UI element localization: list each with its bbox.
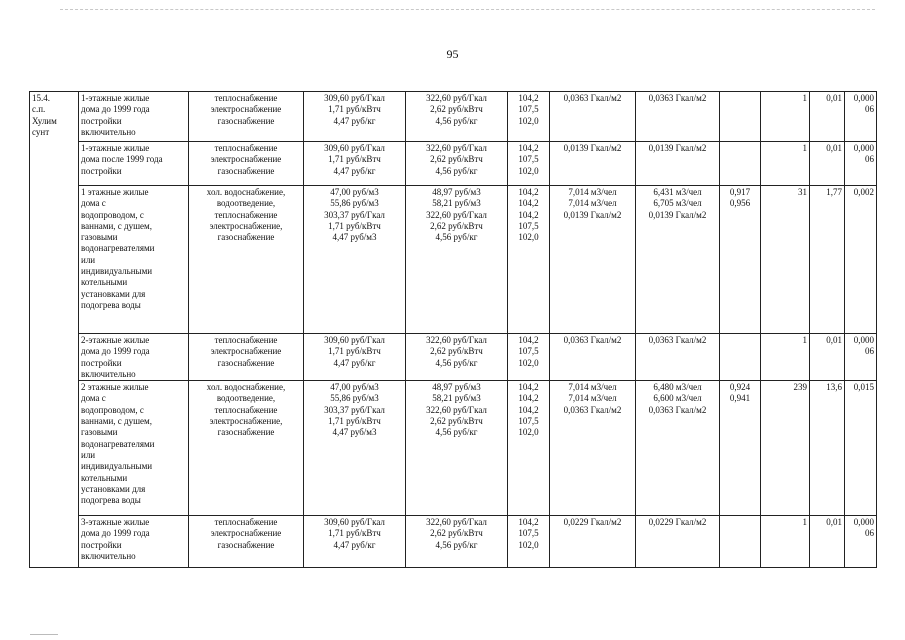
cell-tariffs-a (304, 92, 406, 142)
building-description: 2-этажные жилые дома до 1999 года постройки включительно (79, 334, 189, 381)
cell-norm-b (636, 92, 720, 142)
tariffs-a-line: 4,47 руб/кг (333, 165, 376, 176)
cell-last: 0,000 06 (845, 516, 877, 568)
cell-services (189, 334, 304, 381)
tariffs-b-line: 58,21 руб/м3 (432, 393, 481, 404)
cell-services (189, 186, 304, 334)
building-description: 1-этажные жилые дома после 1999 года постройки (79, 142, 189, 186)
services-line: теплоснабжение (214, 517, 278, 528)
table-row (30, 92, 877, 142)
cell-norm-b (636, 334, 720, 381)
tariffs-a-line: 309,60 руб/Гкал (324, 143, 385, 153)
norm-a-line: 0,0139 Гкал/м2 (563, 143, 622, 153)
index-line: 102,0 (518, 357, 539, 368)
norm-b-line: 0,0363 Гкал/м2 (648, 93, 707, 103)
tariffs-a-line: 4,47 руб/кг (333, 539, 376, 550)
cell-norm-a (550, 142, 636, 186)
building-description: 2 этажные жилые дома с водопроводом, с ваннами, с душем, газовыми водонагревателями или индивидуальными котельными установками для подогрева воды (79, 381, 189, 516)
services-line: газоснабжение (217, 165, 275, 176)
tariff-table (29, 91, 877, 568)
norm-a-line: 0,0229 Гкал/м2 (563, 517, 622, 528)
building-description: 1-этажные жилые дома до 1999 года постройки включительно (79, 92, 189, 142)
cell-coef (720, 92, 761, 142)
services-line: электроснабжение (210, 154, 282, 165)
tariffs-a-line: 4,47 руб/кг (333, 357, 376, 368)
cell-index (508, 142, 550, 186)
tariffs-b-line: 322,60 руб/Гкал (426, 517, 487, 528)
tariffs-b-line: 4,56 руб/кг (435, 539, 478, 550)
coef-line: 0,924 (729, 382, 751, 393)
coef-line: 0,917 (729, 187, 751, 197)
services-line: теплоснабжение (214, 93, 278, 103)
services-line: электроснабжение, (209, 416, 283, 427)
services-line: теплоснабжение (214, 404, 278, 415)
norm-a-line: 0,0363 Гкал/м2 (563, 93, 622, 103)
index-line: 102,0 (518, 427, 539, 438)
index-line: 107,5 (518, 104, 539, 115)
cell-last: 0,000 06 (845, 334, 877, 381)
index-line: 102,0 (518, 539, 539, 550)
cell-count: 1 (761, 516, 810, 568)
index-line: 102,0 (518, 115, 539, 126)
tariffs-a-line: 303,37 руб/Гкал (324, 404, 385, 415)
cell-last: 0,015 (845, 381, 877, 516)
services-line: хол. водоснабжение, (206, 187, 286, 197)
tariffs-b-line: 58,21 руб/м3 (432, 198, 481, 209)
cell-tariffs-b (406, 186, 508, 334)
tariffs-b-line: 322,60 руб/Гкал (426, 143, 487, 153)
table-row (30, 142, 877, 186)
tariffs-a-line: 1,71 руб/кВтч (328, 416, 381, 427)
cell-services (189, 381, 304, 516)
tariffs-b-line: 322,60 руб/Гкал (426, 93, 487, 103)
cell-val: 13,6 (810, 381, 845, 516)
norm-b-line: 6,431 м3/чел (653, 187, 702, 197)
tariffs-b-line: 2,62 руб/кВтч (430, 346, 483, 357)
tariffs-a-line: 309,60 руб/Гкал (324, 335, 385, 345)
tariffs-a-line: 4,47 руб/м3 (332, 232, 377, 243)
tariffs-a-line: 1,71 руб/кВтч (328, 220, 381, 231)
tariffs-b-line: 48,97 руб/м3 (432, 382, 481, 393)
index-line: 104,2 (518, 209, 539, 220)
tariffs-a-line: 309,60 руб/Гкал (324, 517, 385, 528)
norm-a-line: 7,014 м3/чел (568, 393, 617, 404)
cell-val: 0,01 (810, 92, 845, 142)
cell-norm-b (636, 516, 720, 568)
norm-b-line: 6,705 м3/чел (653, 198, 702, 209)
norm-b-line: 6,480 м3/чел (653, 382, 702, 393)
cell-count: 1 (761, 92, 810, 142)
index-line: 104,2 (518, 393, 539, 404)
cell-index (508, 516, 550, 568)
cell-tariffs-b (406, 92, 508, 142)
cell-coef (720, 334, 761, 381)
norm-a-line: 0,0363 Гкал/м2 (563, 335, 622, 345)
cell-index (508, 381, 550, 516)
norm-b-line: 0,0363 Гкал/м2 (648, 335, 707, 345)
cell-tariffs-a (304, 516, 406, 568)
tariffs-a-line: 1,71 руб/кВтч (328, 528, 381, 539)
norm-b-line: 6,600 м3/чел (653, 393, 702, 404)
tariffs-b-line: 4,56 руб/кг (435, 165, 478, 176)
index-line: 107,5 (518, 416, 539, 427)
index-line: 104,2 (518, 143, 539, 153)
index-line: 102,0 (518, 165, 539, 176)
scan-top-edge (60, 9, 875, 10)
tariffs-b-line: 4,56 руб/кг (435, 115, 478, 126)
cell-tariffs-a (304, 381, 406, 516)
cell-tariffs-a (304, 186, 406, 334)
group-cell (30, 92, 79, 568)
cell-norm-a (550, 381, 636, 516)
index-line: 104,2 (518, 404, 539, 415)
tariffs-b-line: 4,56 руб/кг (435, 427, 478, 438)
services-line: теплоснабжение (214, 209, 278, 220)
group-id: 15.4. (32, 93, 50, 103)
group-place: с.п. Хулим сунт (32, 104, 57, 137)
services-line: электроснабжение, (209, 220, 283, 231)
services-line: газоснабжение (217, 232, 275, 243)
tariffs-b-line: 4,56 руб/кг (435, 357, 478, 368)
norm-a-line: 7,014 м3/чел (568, 198, 617, 209)
cell-index (508, 186, 550, 334)
services-line: теплоснабжение (214, 335, 278, 345)
table-row (30, 381, 877, 516)
cell-coef (720, 516, 761, 568)
index-line: 107,5 (518, 346, 539, 357)
tariffs-a-line: 1,71 руб/кВтч (328, 346, 381, 357)
coef-line: 0,956 (729, 198, 751, 209)
tariffs-b-line: 2,62 руб/кВтч (430, 104, 483, 115)
cell-norm-a (550, 92, 636, 142)
norm-a-line: 0,0363 Гкал/м2 (563, 404, 622, 415)
norm-a-line: 0,0139 Гкал/м2 (563, 209, 622, 220)
tariffs-b-line: 322,60 руб/Гкал (426, 404, 487, 415)
services-line: газоснабжение (217, 427, 275, 438)
services-line: электроснабжение (210, 104, 282, 115)
cell-tariffs-b (406, 516, 508, 568)
cell-norm-a (550, 516, 636, 568)
tariffs-a-line: 47,00 руб/м3 (330, 382, 379, 393)
index-line: 104,2 (518, 335, 539, 345)
cell-services (189, 92, 304, 142)
tariffs-a-line: 55,86 руб/м3 (330, 393, 379, 404)
tariffs-b-line: 322,60 руб/Гкал (426, 209, 487, 220)
norm-a-line: 7,014 м3/чел (568, 187, 617, 197)
tariffs-b-line: 2,62 руб/кВтч (430, 154, 483, 165)
building-description: 3-этажные жилые дома до 1999 года постройки включительно (79, 516, 189, 568)
cell-tariffs-a (304, 142, 406, 186)
tariffs-a-line: 1,71 руб/кВтч (328, 154, 381, 165)
cell-val: 0,01 (810, 516, 845, 568)
cell-count: 31 (761, 186, 810, 334)
index-line: 107,5 (518, 154, 539, 165)
coef-line: 0,941 (729, 393, 751, 404)
building-description: 1 этажные жилые дома с водопроводом, с ваннами, с душем, газовыми водонагревателями или индивидуальными котельными установками для подогрева воды (79, 186, 189, 334)
cell-tariffs-b (406, 142, 508, 186)
services-line: водоотведение, (216, 393, 276, 404)
tariffs-a-line: 47,00 руб/м3 (330, 187, 379, 197)
norm-b-line: 0,0363 Гкал/м2 (648, 404, 707, 415)
cell-norm-a (550, 186, 636, 334)
table-body (30, 92, 877, 568)
cell-tariffs-b (406, 334, 508, 381)
services-line: теплоснабжение (214, 143, 278, 153)
tariffs-b-line: 2,62 руб/кВтч (430, 220, 483, 231)
cell-coef (720, 381, 761, 516)
index-line: 107,5 (518, 528, 539, 539)
cell-norm-a (550, 334, 636, 381)
cell-val: 0,01 (810, 334, 845, 381)
cell-norm-b (636, 142, 720, 186)
cell-last: 0,002 (845, 186, 877, 334)
cell-coef (720, 186, 761, 334)
index-line: 102,0 (518, 232, 539, 243)
tariffs-a-line: 1,71 руб/кВтч (328, 104, 381, 115)
services-line: газоснабжение (217, 115, 275, 126)
cell-last: 0,000 06 (845, 142, 877, 186)
norm-b-line: 0,0229 Гкал/м2 (648, 517, 707, 528)
table-row (30, 334, 877, 381)
tariffs-b-line: 322,60 руб/Гкал (426, 335, 487, 345)
norm-b-line: 0,0139 Гкал/м2 (648, 209, 707, 220)
services-line: хол. водоснабжение, (206, 382, 286, 393)
scan-bottom-mark (30, 634, 58, 635)
tariffs-b-line: 48,97 руб/м3 (432, 187, 481, 197)
tariffs-a-line: 4,47 руб/м3 (332, 427, 377, 438)
cell-count: 1 (761, 334, 810, 381)
index-line: 104,2 (518, 187, 539, 197)
cell-val: 1,77 (810, 186, 845, 334)
norm-b-line: 0,0139 Гкал/м2 (648, 143, 707, 153)
index-line: 104,2 (518, 517, 539, 528)
services-line: газоснабжение (217, 539, 275, 550)
index-line: 104,2 (518, 93, 539, 103)
cell-index (508, 92, 550, 142)
cell-val: 0,01 (810, 142, 845, 186)
cell-tariffs-b (406, 381, 508, 516)
cell-last: 0,000 06 (845, 92, 877, 142)
cell-services (189, 516, 304, 568)
norm-a-line: 7,014 м3/чел (568, 382, 617, 393)
index-line: 104,2 (518, 198, 539, 209)
cell-index (508, 334, 550, 381)
cell-count: 1 (761, 142, 810, 186)
cell-coef (720, 142, 761, 186)
index-line: 107,5 (518, 220, 539, 231)
cell-count: 239 (761, 381, 810, 516)
tariffs-a-line: 4,47 руб/кг (333, 115, 376, 126)
page-number: 95 (446, 47, 459, 61)
tariffs-a-line: 303,37 руб/Гкал (324, 209, 385, 220)
cell-tariffs-a (304, 334, 406, 381)
cell-norm-b (636, 186, 720, 334)
tariffs-b-line: 4,56 руб/кг (435, 232, 478, 243)
services-line: водоотведение, (216, 198, 276, 209)
table-row (30, 186, 877, 334)
services-line: газоснабжение (217, 357, 275, 368)
services-line: электроснабжение (210, 346, 282, 357)
tariffs-b-line: 2,62 руб/кВтч (430, 528, 483, 539)
index-line: 104,2 (518, 382, 539, 393)
cell-services (189, 142, 304, 186)
services-line: электроснабжение (210, 528, 282, 539)
cell-norm-b (636, 381, 720, 516)
tariffs-a-line: 309,60 руб/Гкал (324, 93, 385, 103)
tariffs-a-line: 55,86 руб/м3 (330, 198, 379, 209)
table-row (30, 516, 877, 568)
tariffs-b-line: 2,62 руб/кВтч (430, 416, 483, 427)
